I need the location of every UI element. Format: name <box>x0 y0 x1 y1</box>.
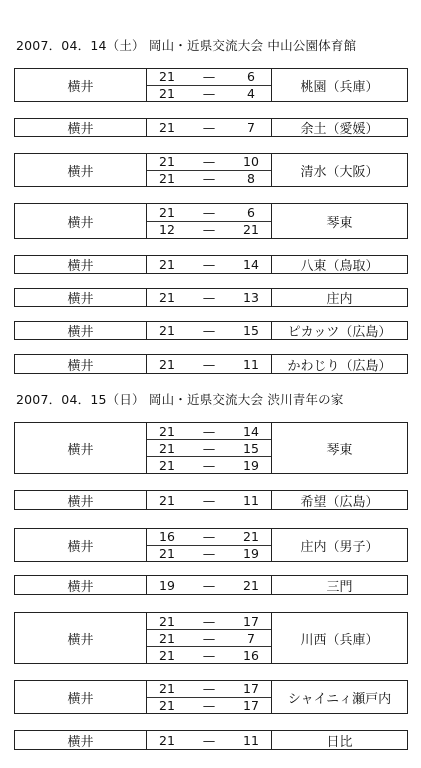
day-header: 2007．04．14（土） 岡山・近県交流大会 中山公園体育館 <box>16 38 357 53</box>
opponent-score: 11 <box>243 492 259 508</box>
match-row <box>14 354 408 374</box>
score-dash: — <box>202 85 216 101</box>
game-score <box>147 529 271 546</box>
score-dash: — <box>202 154 216 170</box>
score-dash: — <box>202 681 216 697</box>
own-score: 21 <box>159 290 175 305</box>
score-column <box>147 731 272 749</box>
opponent-score: 19 <box>243 545 259 561</box>
opponent-name: 琴東 <box>326 442 353 458</box>
team-name: 横井 <box>15 119 147 136</box>
opponent-score: 6 <box>247 69 255 85</box>
score-column <box>147 613 272 663</box>
opponent-name: 川西（兵庫） <box>300 632 379 648</box>
score-dash: — <box>202 356 216 372</box>
opponent-score: 10 <box>243 154 259 170</box>
opponent-name: 清水（大阪） <box>300 164 379 180</box>
opponent-score: 21 <box>243 529 259 545</box>
match-row <box>14 321 408 340</box>
score-dash: — <box>202 204 216 220</box>
opponent-score: 7 <box>247 120 255 135</box>
opponent-score: 17 <box>243 681 259 697</box>
match-row <box>14 575 408 595</box>
opponent-name: シャイニィ瀬戸内 <box>287 691 392 707</box>
opponent-score: 14 <box>243 257 259 272</box>
own-score: 21 <box>159 323 175 338</box>
game-score <box>147 154 271 171</box>
own-score: 21 <box>159 440 175 456</box>
score-dash: — <box>202 613 216 629</box>
team-name: 横井 <box>15 576 147 594</box>
game-score <box>147 576 271 594</box>
opponent-score: 7 <box>247 630 255 646</box>
score-dash: — <box>202 732 216 748</box>
match-row <box>14 203 408 239</box>
opponent-score: 17 <box>243 613 259 629</box>
game-score <box>147 630 271 647</box>
team-name: 横井 <box>15 154 147 186</box>
opponent-score: 16 <box>243 647 259 663</box>
score-dash: — <box>202 697 216 713</box>
team-name: 横井 <box>15 256 147 273</box>
score-dash: — <box>202 630 216 646</box>
own-score: 21 <box>159 613 175 629</box>
game-score <box>147 171 271 187</box>
score-dash: — <box>202 423 216 439</box>
team-name: 横井 <box>15 289 147 306</box>
own-score: 21 <box>159 697 175 713</box>
score-column <box>147 576 272 594</box>
match-row <box>14 255 408 274</box>
team-name: 横井 <box>15 204 147 238</box>
own-score: 21 <box>159 423 175 439</box>
own-score: 21 <box>159 492 175 508</box>
game-score <box>147 322 271 339</box>
team-name: 横井 <box>15 322 147 339</box>
opponent-score: 13 <box>243 290 259 305</box>
day-header: 2007．04．15（日） 岡山・近県交流大会 渋川青年の家 <box>16 392 344 407</box>
opponent-name: 日比 <box>326 734 353 750</box>
score-column <box>147 681 272 713</box>
game-score <box>147 86 271 102</box>
game-score <box>147 731 271 749</box>
own-score: 21 <box>159 120 175 135</box>
opponent-score: 21 <box>243 222 259 238</box>
opponent-score: 17 <box>243 697 259 713</box>
score-dash: — <box>202 492 216 508</box>
match-row <box>14 68 408 102</box>
own-score: 21 <box>159 85 175 101</box>
opponent-name: 余土（愛媛） <box>300 122 379 137</box>
own-score: 21 <box>159 356 175 372</box>
opponent-name: かわじり（広島） <box>287 358 392 374</box>
opponent-score: 11 <box>243 356 259 372</box>
match-row <box>14 730 408 750</box>
score-column <box>147 256 272 273</box>
opponent-name: 三門 <box>326 579 353 595</box>
opponent-name: 庄内 <box>326 292 353 307</box>
own-score: 21 <box>159 647 175 663</box>
game-score <box>147 613 271 630</box>
opponent-name: 八東（鳥取） <box>300 259 379 274</box>
game-score <box>147 423 271 440</box>
match-row <box>14 528 408 562</box>
opponent-score: 6 <box>247 204 255 220</box>
own-score: 12 <box>159 222 175 238</box>
score-dash: — <box>202 69 216 85</box>
team-name: 横井 <box>15 529 147 561</box>
score-dash: — <box>202 323 216 338</box>
opponent-score: 4 <box>247 85 255 101</box>
match-row <box>14 490 408 510</box>
score-column <box>147 355 272 373</box>
opponent-name: 希望（広島） <box>300 494 379 510</box>
game-score <box>147 119 271 136</box>
own-score: 16 <box>159 529 175 545</box>
opponent-score: 21 <box>243 577 259 593</box>
match-row <box>14 612 408 664</box>
score-column <box>147 119 272 136</box>
score-dash: — <box>202 647 216 663</box>
score-dash: — <box>202 440 216 456</box>
score-column <box>147 529 272 561</box>
match-row <box>14 153 408 187</box>
score-column <box>147 423 272 473</box>
team-name: 横井 <box>15 491 147 509</box>
team-name: 横井 <box>15 69 147 101</box>
game-score <box>147 256 271 273</box>
score-column <box>147 154 272 186</box>
match-row <box>14 422 408 474</box>
score-dash: — <box>202 290 216 305</box>
game-score <box>147 69 271 86</box>
score-dash: — <box>202 457 216 473</box>
team-name: 横井 <box>15 681 147 713</box>
game-score <box>147 546 271 562</box>
match-row <box>14 680 408 714</box>
score-dash: — <box>202 257 216 272</box>
score-column <box>147 491 272 509</box>
score-column <box>147 204 272 238</box>
game-score <box>147 289 271 306</box>
own-score: 21 <box>159 154 175 170</box>
opponent-score: 15 <box>243 323 259 338</box>
opponent-name: 桃園（兵庫） <box>300 79 379 95</box>
own-score: 21 <box>159 170 175 186</box>
score-column <box>147 322 272 339</box>
score-column <box>147 289 272 306</box>
score-dash: — <box>202 545 216 561</box>
opponent-score: 14 <box>243 423 259 439</box>
score-dash: — <box>202 170 216 186</box>
game-score <box>147 355 271 373</box>
team-name: 横井 <box>15 613 147 663</box>
match-row <box>14 288 408 307</box>
own-score: 21 <box>159 681 175 697</box>
game-score <box>147 647 271 663</box>
game-score <box>147 204 271 222</box>
score-dash: — <box>202 577 216 593</box>
own-score: 21 <box>159 257 175 272</box>
opponent-score: 15 <box>243 440 259 456</box>
own-score: 21 <box>159 732 175 748</box>
own-score: 21 <box>159 630 175 646</box>
game-score <box>147 491 271 509</box>
opponent-name: 庄内（男子） <box>300 539 379 555</box>
own-score: 19 <box>159 577 175 593</box>
opponent-name: 琴東 <box>326 215 353 231</box>
opponent-name: ピカッツ（広島） <box>287 325 392 340</box>
own-score: 21 <box>159 545 175 561</box>
game-score <box>147 222 271 239</box>
score-column <box>147 69 272 101</box>
game-score <box>147 681 271 698</box>
own-score: 21 <box>159 457 175 473</box>
game-score <box>147 698 271 714</box>
opponent-score: 8 <box>247 170 255 186</box>
game-score <box>147 440 271 457</box>
team-name: 横井 <box>15 423 147 473</box>
score-dash: — <box>202 120 216 135</box>
own-score: 21 <box>159 69 175 85</box>
score-dash: — <box>202 529 216 545</box>
own-score: 21 <box>159 204 175 220</box>
match-row <box>14 118 408 137</box>
game-score <box>147 457 271 473</box>
team-name: 横井 <box>15 355 147 373</box>
opponent-score: 19 <box>243 457 259 473</box>
team-name: 横井 <box>15 731 147 749</box>
opponent-score: 11 <box>243 732 259 748</box>
score-dash: — <box>202 222 216 238</box>
